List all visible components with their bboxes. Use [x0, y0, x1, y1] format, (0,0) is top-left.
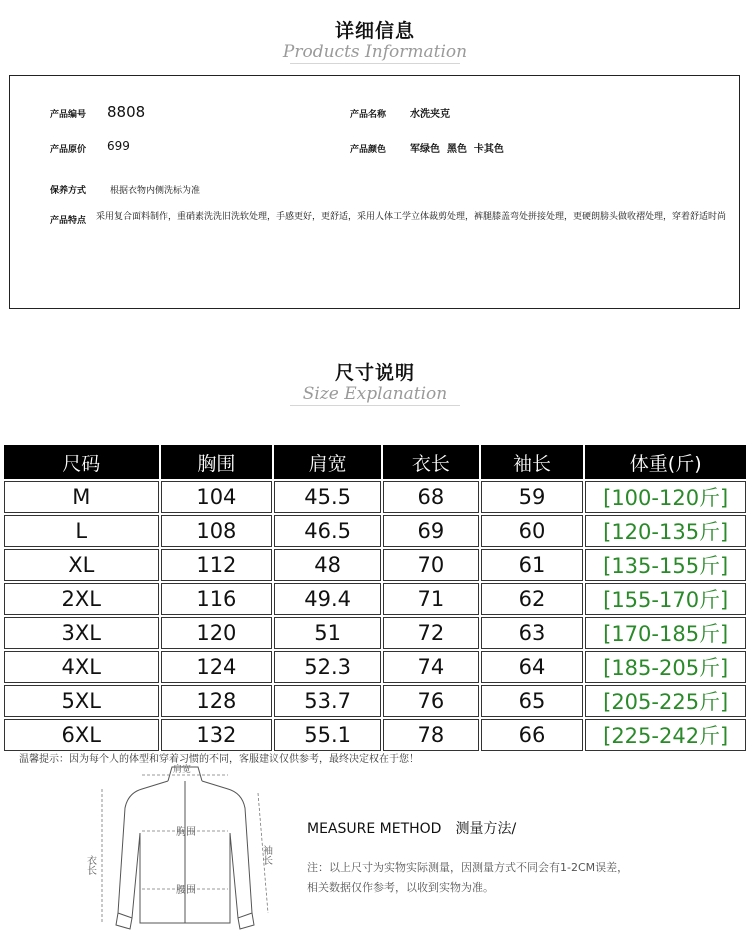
color-label: 产品颜色 [350, 145, 387, 155]
header-size: 尺码 [4, 445, 159, 479]
header-chest: 胸围 [161, 445, 273, 479]
cell-shoulder: 53.7 [274, 685, 381, 717]
product-no-value: 8808 [107, 103, 146, 121]
product-no-label: 产品编号 [50, 110, 87, 120]
care-value: 根据衣物内侧洗标为准 [110, 186, 201, 196]
cell-shoulder: 46.5 [274, 515, 381, 547]
cell-sleeve: 61 [481, 549, 584, 581]
cell-chest: 108 [161, 515, 273, 547]
cell-size: L [4, 515, 159, 547]
cell-shoulder: 45.5 [274, 481, 381, 513]
cell-size: 2XL [4, 583, 159, 615]
header-shoulder: 肩宽 [274, 445, 381, 479]
measure-method-cn: 测量方法/ [455, 821, 517, 837]
cell-sleeve: 62 [481, 583, 584, 615]
cell-chest: 132 [161, 719, 273, 751]
cell-length: 70 [383, 549, 479, 581]
details-title: 详细信息 [334, 20, 415, 42]
cell-shoulder: 51 [274, 617, 381, 649]
header-weight: 体重(斤) [585, 445, 746, 479]
cell-sleeve: 65 [481, 685, 584, 717]
header-sleeve: 袖长 [481, 445, 584, 479]
product-name-value: 水洗夹克 [410, 109, 450, 120]
cell-chest: 104 [161, 481, 273, 513]
diagram-shoulder-label: 肩宽 [173, 765, 192, 775]
cell-chest: 124 [161, 651, 273, 683]
cell-shoulder: 52.3 [274, 651, 381, 683]
cell-weight: [205-225斤] [585, 685, 746, 717]
table-row [4, 583, 746, 615]
cell-weight: [120-135斤] [585, 515, 746, 547]
cell-weight: [170-185斤] [585, 617, 746, 649]
price-value: 699 [107, 139, 130, 153]
cell-sleeve: 64 [481, 651, 584, 683]
diagram-chest-label: 胸围 [176, 827, 196, 838]
table-row [4, 651, 746, 683]
price-label: 产品原价 [50, 145, 87, 155]
cell-sleeve: 63 [481, 617, 584, 649]
table-row [4, 685, 746, 717]
measure-method-en: MEASURE METHOD [307, 821, 442, 837]
cell-length: 68 [383, 481, 479, 513]
cell-weight: [155-170斤] [585, 583, 746, 615]
cell-length: 71 [383, 583, 479, 615]
cell-length: 69 [383, 515, 479, 547]
header-length: 衣长 [383, 445, 479, 479]
table-row [4, 515, 746, 547]
garment-diagram [80, 763, 290, 935]
table-row [4, 481, 746, 513]
cell-size: 4XL [4, 651, 159, 683]
size-table-header [4, 445, 746, 479]
table-row [4, 549, 746, 581]
cell-length: 72 [383, 617, 479, 649]
cell-weight: [185-205斤] [585, 651, 746, 683]
diagram-length-label: 衣长 [84, 855, 96, 875]
cell-weight: [100-120斤] [585, 481, 746, 513]
care-label: 保养方式 [50, 186, 87, 196]
cell-sleeve: 60 [481, 515, 584, 547]
cell-shoulder: 49.4 [274, 583, 381, 615]
color-value: 军绿色 黑色 卡其色 [410, 144, 504, 155]
cell-shoulder: 48 [274, 549, 381, 581]
cell-chest: 128 [161, 685, 273, 717]
cell-weight: [225-242斤] [585, 719, 746, 751]
cell-size: 3XL [4, 617, 159, 649]
cell-size: 6XL [4, 719, 159, 751]
table-row [4, 617, 746, 649]
measure-note [307, 858, 628, 898]
cell-length: 78 [383, 719, 479, 751]
feature-value: 采用复合面料制作，重硝素洗洗旧洗软处理，手感更好，更舒适，采用人体工学立体裁剪处理，裤腿膝盖弯处拼接处理，更硬朗膀头做收褶处理，穿着舒适时尚 [96, 212, 727, 222]
measure-note-line2: 相关数据仅作参考，以收到实物为准。 [307, 881, 494, 894]
cell-chest: 116 [161, 583, 273, 615]
cell-length: 74 [383, 651, 479, 683]
cell-sleeve: 66 [481, 719, 584, 751]
table-row [4, 719, 746, 751]
cell-weight: [135-155斤] [585, 549, 746, 581]
size-subtitle: Size Explanation [0, 384, 750, 404]
cell-chest: 112 [161, 549, 273, 581]
size-title: 尺寸说明 [334, 362, 415, 384]
product-name-label: 产品名称 [350, 110, 387, 120]
cell-length: 76 [383, 685, 479, 717]
size-table [2, 443, 748, 753]
product-info-box [9, 75, 740, 309]
measure-method [307, 818, 516, 838]
cell-size: XL [4, 549, 159, 581]
details-subtitle: Products Information [0, 42, 750, 62]
cell-size: 5XL [4, 685, 159, 717]
diagram-sleeve-label: 袖长 [260, 845, 272, 865]
cell-sleeve: 59 [481, 481, 584, 513]
cell-chest: 120 [161, 617, 273, 649]
tip-text: 温馨提示：因为每个人的体型和穿着习惯的不同，客服建议仅供参考，最终决定权在于您！ [19, 754, 419, 765]
cell-size: M [4, 481, 159, 513]
diagram-waist-label: 腰围 [176, 885, 196, 896]
feature-label: 产品特点 [50, 216, 87, 226]
cell-shoulder: 55.1 [274, 719, 381, 751]
measure-note-line1: 注：以上尺寸为实物实际测量，因测量方式不同会有1-2CM误差， [307, 861, 629, 874]
